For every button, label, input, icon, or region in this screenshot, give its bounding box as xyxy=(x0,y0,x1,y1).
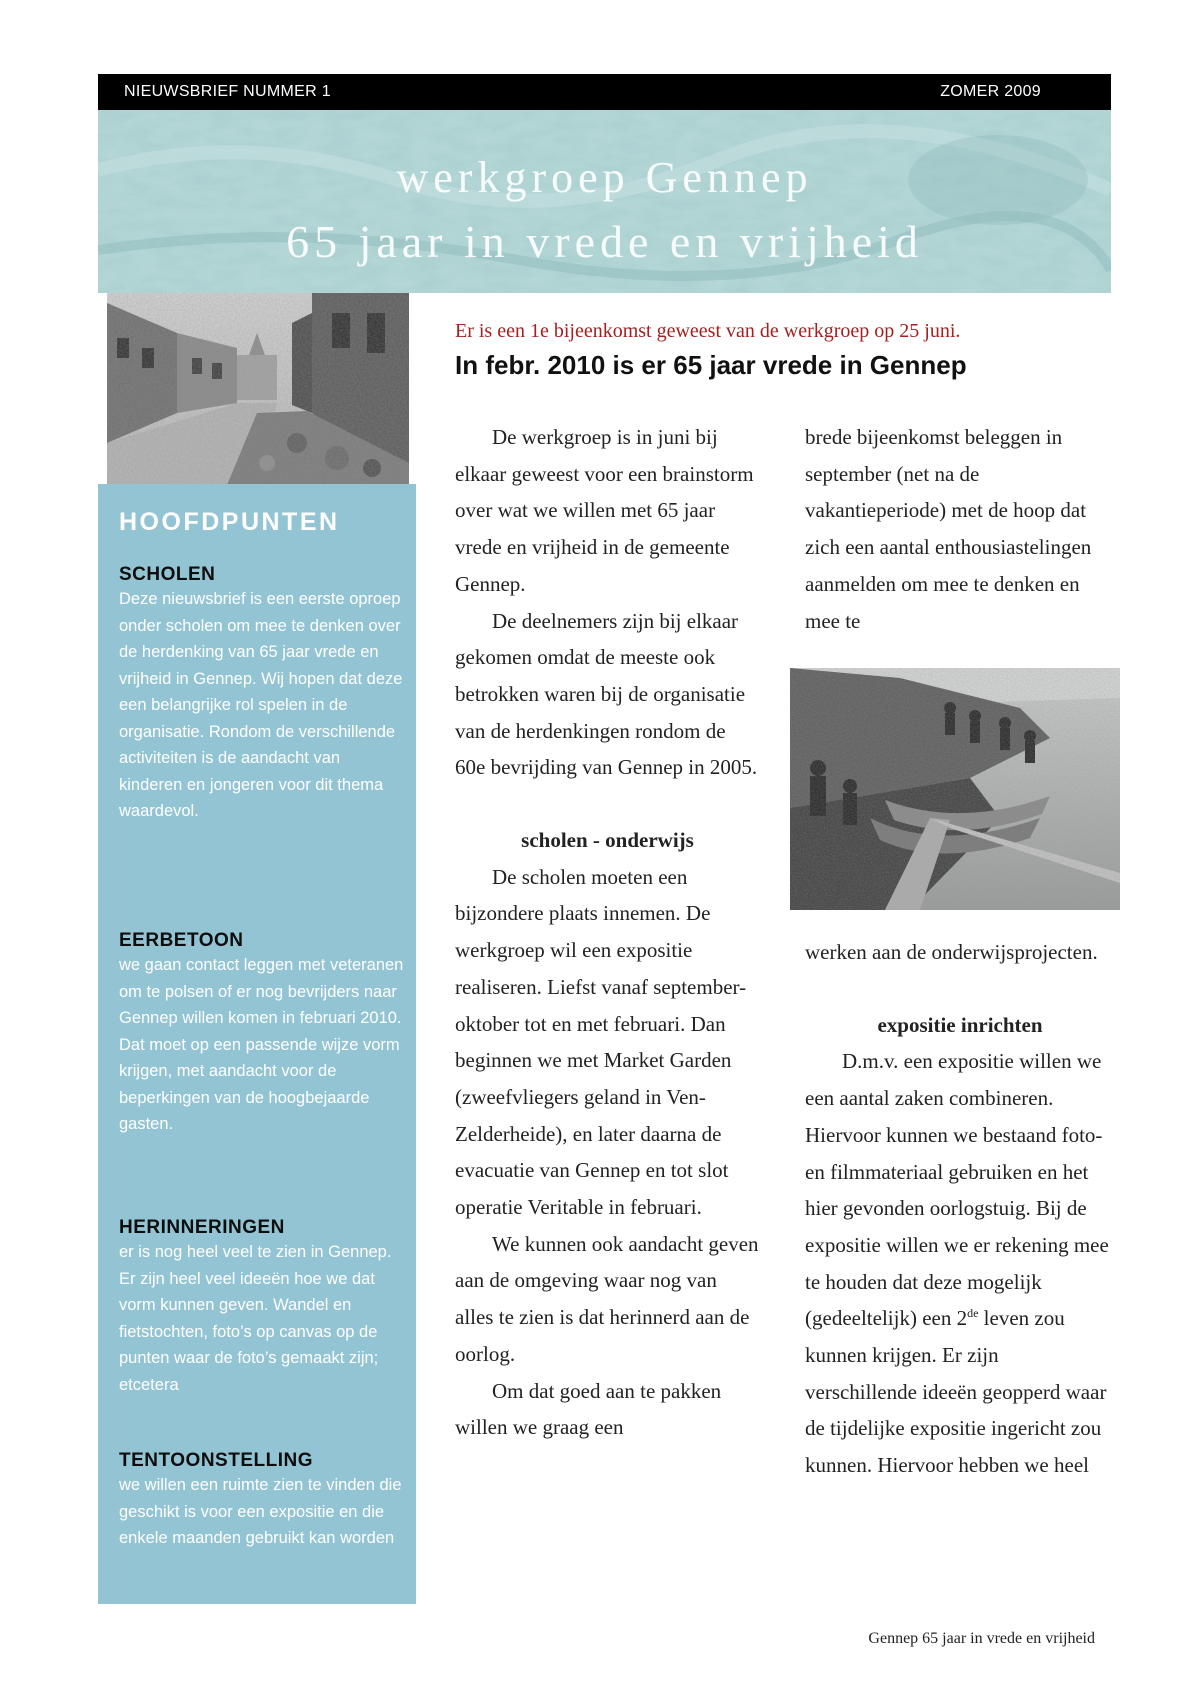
paragraph: De deelnemers zijn bij elkaar gekomen omdat de meeste ook betrokken waren bij de organisatie van de herdenkingen rondom de 60e bevrijding van Gennep in 2005. xyxy=(455,608,758,780)
issue-number: NIEUWSBRIEF NUMMER 1 xyxy=(124,83,331,100)
sidebar-section-text: er is nog heel veel te zien in Gennep. Er zijn heel veel ideeën hoe we dat vorm kunnen geven. Wandel en fietstochten, foto’s op canvas op de punten waar de foto’s gemaakt zijn; etcetera xyxy=(119,1243,392,1394)
paragraph: De werkgroep is in juni bij elkaar geweest voor een brainstorm over wat we willen met 65 jaar vrede en vrijheid in de gemeente Gennep. xyxy=(455,425,754,596)
sidebar-heading: HOOFDPUNTEN xyxy=(119,508,340,536)
sidebar-section-tentoonstelling xyxy=(119,1450,404,1552)
issue-season: ZOMER 2009 xyxy=(940,83,1041,100)
article-column-2-bottom xyxy=(805,934,1115,1484)
banner-title-line2: 65 jaar in vrede en vrijheid xyxy=(286,216,923,267)
banner-title-line1: werkgroep Gennep xyxy=(396,153,813,202)
highlights-sidebar xyxy=(98,484,416,1604)
paragraph: werken aan de onderwijsprojecten. xyxy=(805,940,1098,964)
subheading-scholen-onderwijs: scholen - onderwijs xyxy=(521,828,694,853)
sidebar-section-title: HERINNERINGEN xyxy=(119,1217,285,1238)
article-column-2-top xyxy=(805,419,1115,639)
sidebar-section-herinneringen xyxy=(119,1217,404,1398)
sidebar-section-text: we gaan contact leggen met veteranen om te polsen of er nog bevrijders naar Gennep willen komen in februari 2010. Dat moet op een passende wijze vorm krijgen, met aandacht voor de beperkingen van de hoogbejaarde gasten. xyxy=(119,956,404,1133)
page-footer: Gennep 65 jaar in vrede en vrijheid xyxy=(868,1630,1095,1647)
sidebar-section-scholen xyxy=(119,564,404,825)
sidebar-section-title: EERBETOON xyxy=(119,930,244,951)
paragraph: D.m.v. een expositie willen we een aantal zaken combineren. Hiervoor kunnen we bestaand foto- en filmmateriaal gebruiken en het hier gevonden oorlogstuig. Bij de expositie willen we er rekening mee te houden dat deze mogelijk (gedeeltelijk) een 2de leven zou kunnen krijgen. Er zijn verschillende ideeën geopperd waar de tijdelijke expositie ingericht zou kunnen. Hiervoor hebben we heel xyxy=(805,1049,1109,1478)
sidebar-section-title: TENTOONSTELLING xyxy=(119,1450,313,1471)
sidebar-section-eerbetoon xyxy=(119,930,404,1138)
paragraph: We kunnen ook aandacht geven aan de omgeving waar nog van alles te zien is dat herinnerd aan de oorlog. xyxy=(455,1231,759,1366)
subheading-expositie-inrichten: expositie inrichten xyxy=(877,1012,1043,1037)
sidebar-section-text: Deze nieuwsbrief is een eerste oproep onder scholen om mee te denken over de herdenking van 65 jaar vrede en vrijheid in Gennep. Wij hopen dat deze een belangrijke rol spelen in de organisatie. Rondom de verschillende activiteiten is de aandacht van kinderen en jongeren voor dit thema waardevol. xyxy=(119,590,403,820)
paragraph: brede bijeenkomst beleggen in september (net na de vakantieperiode) met de hoop dat zich een aantal enthousiastelingen aanmelden om mee te denken en mee te xyxy=(805,425,1092,633)
soldiers-boat-photo xyxy=(790,668,1120,910)
paragraph: Om dat goed aan te pakken willen we graag een xyxy=(455,1378,722,1440)
paragraph: De scholen moeten een bijzondere plaats innemen. De werkgroep wil een expositie realiseren. Liefst vanaf september-oktober tot en met februari. Dan beginnen we met Market Garden (zweefvliegers geland in Ven-Zelderheide), en later daarna de evacuatie van Gennep en tot slot operatie Veritable in februari. xyxy=(455,864,747,1220)
title-banner xyxy=(98,110,1111,293)
sidebar-section-title: SCHOLEN xyxy=(119,564,216,585)
lead-headline: In febr. 2010 is er 65 jaar vrede in Gennep xyxy=(455,350,967,380)
article-column-1 xyxy=(455,419,760,1446)
sidebar-section-text: we willen een ruimte zien te vinden die geschikt is voor een expositie en die enkele maanden gebruikt kan worden xyxy=(119,1476,402,1547)
lead-announcement: Er is een 1e bijeenkomst geweest van de werkgroep op 25 juni. xyxy=(455,320,961,342)
newsletter-header-bar xyxy=(98,74,1111,110)
street-ruins-photo xyxy=(107,293,409,485)
